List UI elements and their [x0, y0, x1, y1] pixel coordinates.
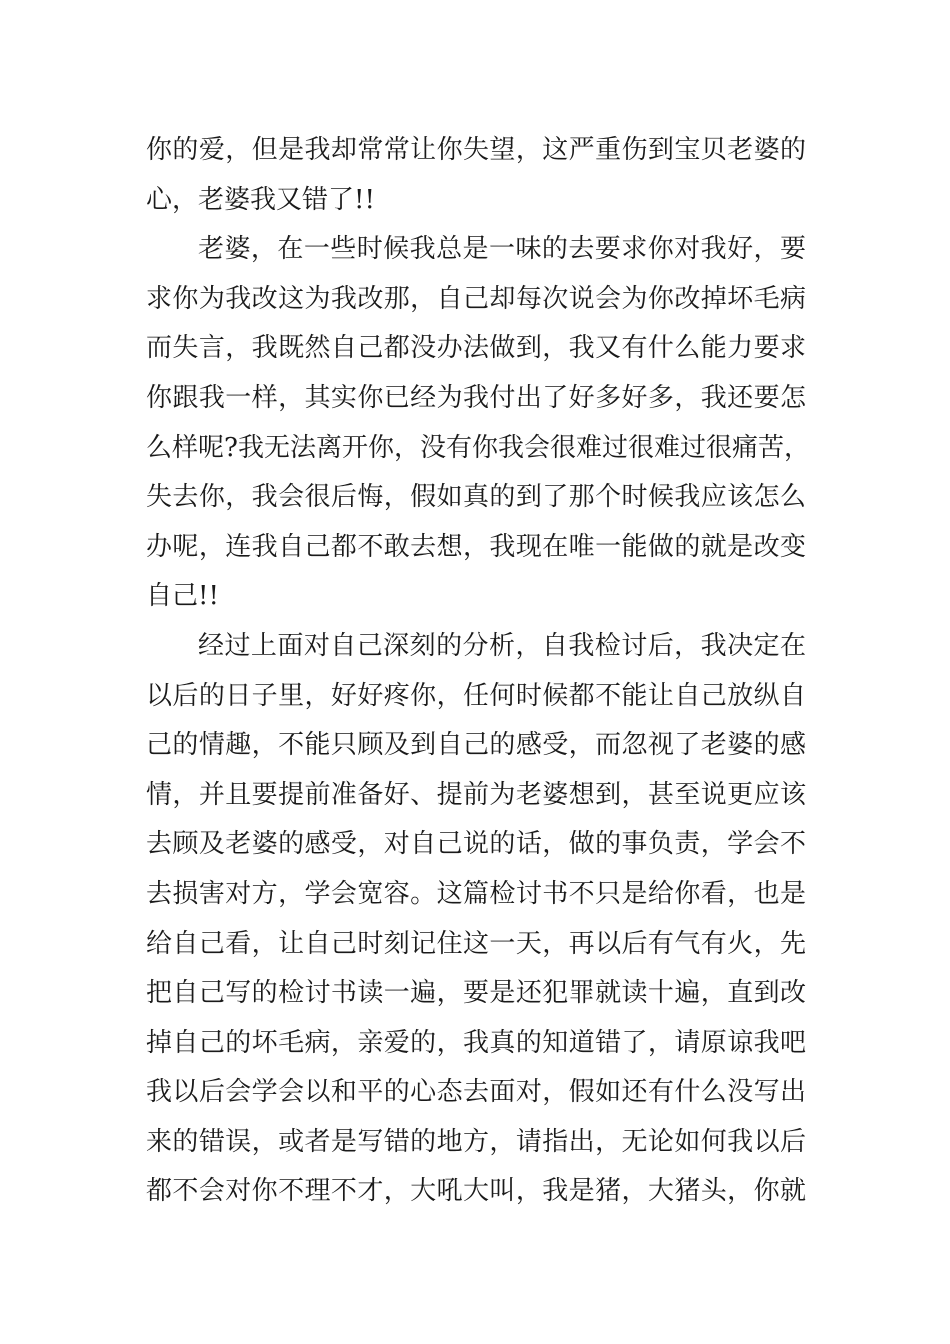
text-line: 以后的日子里，好好疼你，任何时候都不能让自己放纵自	[146, 680, 806, 711]
text-line: 给自己看，让自己时刻记住这一天，再以后有气有火，先	[146, 928, 806, 959]
text-line: 情，并且要提前准备好、提前为老婆想到，甚至说更应该	[146, 779, 806, 810]
text-line: 去顾及老婆的感受，对自己说的话，做的事负责，学会不	[146, 829, 806, 860]
text-line: 来的错误，或者是写错的地方，请指出，无论如何我以后	[146, 1126, 806, 1157]
text-line: 么样呢?我无法离开你，没有你我会很难过很难过很痛苦，	[146, 432, 810, 463]
text-line: 都不会对你不理不才，大吼大叫，我是猪，大猪头，你就	[146, 1176, 806, 1207]
text-line: 而失言，我既然自己都没办法做到，我又有什么能力要求	[146, 333, 806, 364]
paragraph-2	[146, 225, 810, 622]
paragraph-3	[146, 622, 806, 1217]
paragraph-1	[146, 126, 806, 225]
text-line: 经过上面对自己深刻的分析，自我检讨后，我决定在	[198, 630, 806, 661]
text-line: 心，老婆我又错了!!	[146, 184, 375, 215]
text-line: 你跟我一样，其实你已经为我付出了好多好多，我还要怎	[146, 382, 806, 413]
text-line: 去损害对方，学会宽容。这篇检讨书不只是给你看，也是	[146, 878, 806, 909]
text-line: 自己!!	[146, 581, 219, 612]
text-line: 把自己写的检讨书读一遍，要是还犯罪就读十遍，直到改	[146, 978, 806, 1009]
text-line: 掉自己的坏毛病，亲爱的，我真的知道错了，请原谅我吧	[146, 1027, 806, 1058]
text-line: 失去你，我会很后悔，假如真的到了那个时候我应该怎么	[146, 482, 806, 513]
text-line: 老婆，在一些时候我总是一味的去要求你对我好，要	[198, 234, 806, 265]
text-line: 办呢，连我自己都不敢去想，我现在唯一能做的就是改变	[146, 531, 806, 562]
document-body	[146, 126, 810, 1217]
text-line: 你的爱，但是我却常常让你失望，这严重伤到宝贝老婆的	[146, 135, 806, 165]
text-line: 我以后会学会以和平的心态去面对，假如还有什么没写出	[146, 1077, 806, 1108]
text-line: 求你为我改这为我改那，自己却每次说会为你改掉坏毛病	[146, 283, 806, 314]
text-line: 己的情趣，不能只顾及到自己的感受，而忽视了老婆的感	[146, 730, 806, 761]
